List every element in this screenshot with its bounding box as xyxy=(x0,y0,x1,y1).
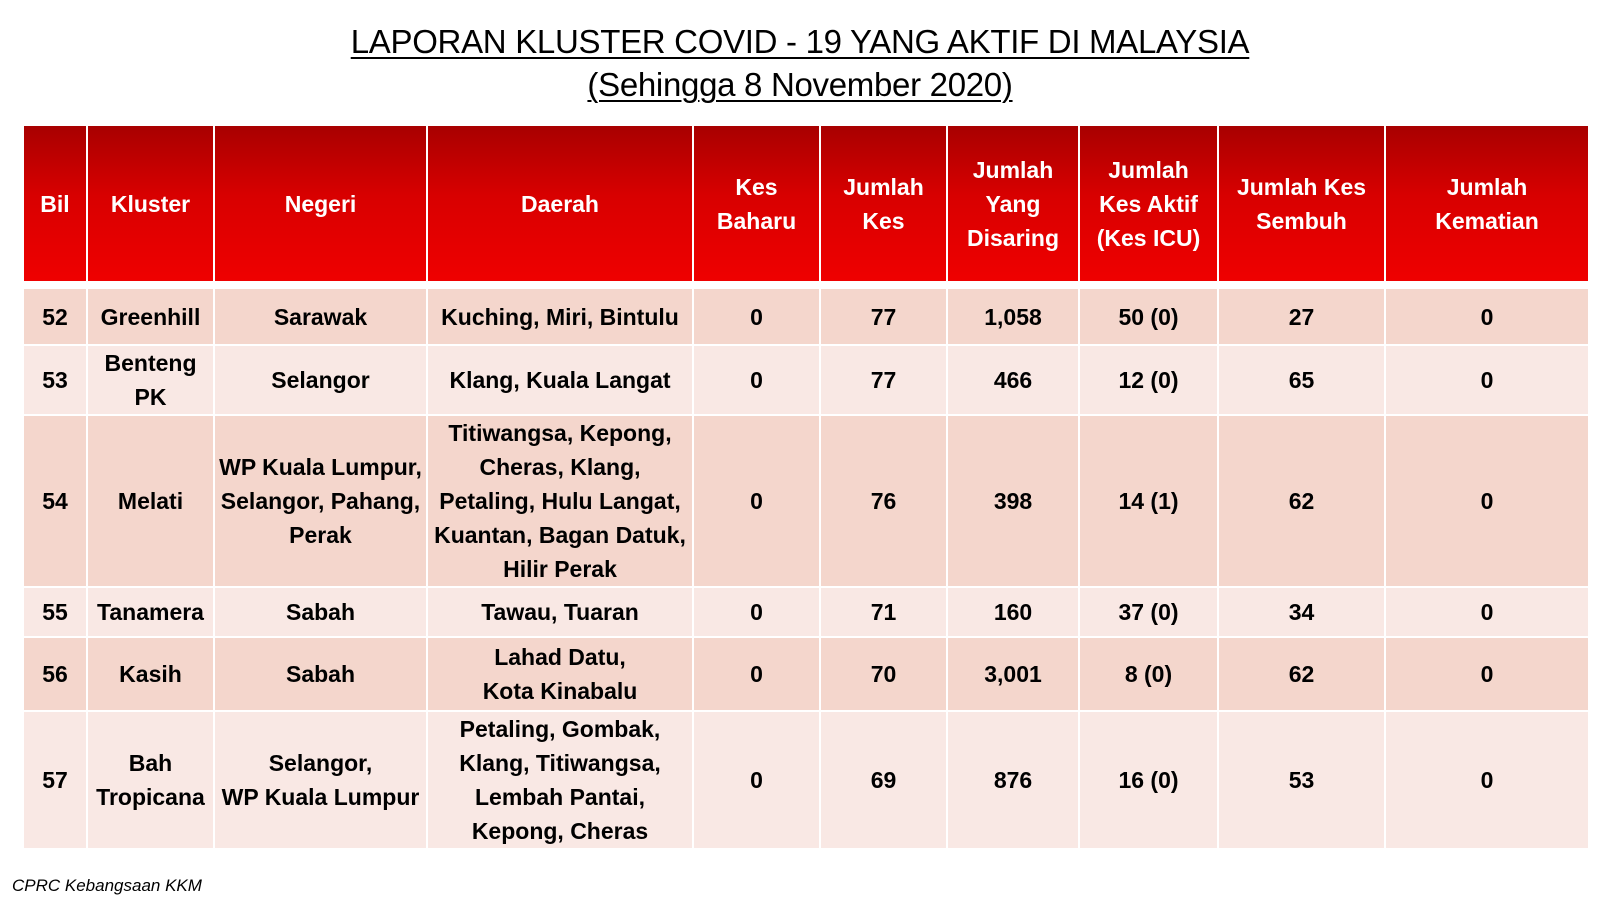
column-header-bil xyxy=(23,125,87,282)
cell-kes-sembuh: 65 xyxy=(1218,345,1385,415)
cell-line: Tropicana xyxy=(96,784,205,810)
column-header-label: Kes Aktif xyxy=(1099,190,1198,217)
title-main: LAPORAN KLUSTER COVID - 19 YANG AKTIF DI MALAYSIA xyxy=(350,23,1250,60)
cell-daerah xyxy=(427,637,693,711)
cell-line: Melati xyxy=(117,488,184,514)
table-row xyxy=(23,288,1589,345)
cell-kes-sembuh: 62 xyxy=(1218,415,1385,587)
cell-kluster xyxy=(87,711,214,849)
cell-line: Kuantan, Bagan Datuk, xyxy=(434,522,686,548)
cell-jumlah-disaring: 160 xyxy=(947,587,1079,637)
cell-daerah xyxy=(427,711,693,849)
cell-kes-baharu: 0 xyxy=(693,587,820,637)
cell-line: Hilir Perak xyxy=(503,556,617,582)
cell-line: Petaling, Gombak, xyxy=(459,716,661,742)
cell-line: Perak xyxy=(289,522,352,548)
column-header-label: Kes xyxy=(735,173,778,200)
column-header-kluster xyxy=(87,125,214,282)
cell-negeri xyxy=(214,587,427,637)
column-header-label: (Kes ICU) xyxy=(1096,224,1201,251)
cell-kematian: 0 xyxy=(1385,345,1589,415)
cell-jumlah-disaring: 876 xyxy=(947,711,1079,849)
column-header-kes-baharu xyxy=(693,125,820,282)
column-header-daerah xyxy=(427,125,693,282)
column-header-kematian xyxy=(1385,125,1589,282)
cell-line: Kasih xyxy=(119,661,182,687)
cell-bil: 55 xyxy=(23,587,87,637)
column-header-label: Kematian xyxy=(1435,207,1539,234)
cell-kluster xyxy=(87,345,214,415)
cell-line: Benteng xyxy=(104,350,197,376)
cell-line: Bah xyxy=(128,750,173,776)
cell-line: Sabah xyxy=(285,661,356,687)
column-header-label: Sembuh xyxy=(1256,207,1347,234)
cell-daerah xyxy=(427,345,693,415)
cell-line: Klang, Kuala Langat xyxy=(449,367,671,393)
cell-line: Sabah xyxy=(285,599,356,625)
table-row xyxy=(23,637,1589,711)
cell-line: Titiwangsa, Kepong, xyxy=(448,420,672,446)
column-header-kes-sembuh xyxy=(1218,125,1385,282)
cell-line: WP Kuala Lumpur xyxy=(221,784,420,810)
cell-kluster xyxy=(87,415,214,587)
table-row xyxy=(23,415,1589,587)
column-header-label: Negeri xyxy=(284,190,357,217)
cell-jumlah-disaring: 1,058 xyxy=(947,288,1079,345)
column-header-label: Yang xyxy=(985,190,1041,217)
column-header-label: Jumlah Kes xyxy=(1236,173,1367,200)
cell-negeri xyxy=(214,345,427,415)
table-row xyxy=(23,711,1589,849)
column-header-label: Jumlah xyxy=(1108,156,1189,183)
cell-kluster xyxy=(87,637,214,711)
cell-kes-baharu: 0 xyxy=(693,637,820,711)
cell-line: Lahad Datu, xyxy=(494,644,626,670)
cell-jumlah-kes: 76 xyxy=(820,415,947,587)
cell-jumlah-kes: 69 xyxy=(820,711,947,849)
column-header-label: Jumlah xyxy=(843,173,924,200)
cell-line: WP Kuala Lumpur, xyxy=(219,454,422,480)
cell-kes-sembuh: 62 xyxy=(1218,637,1385,711)
cell-kes-aktif: 50 (0) xyxy=(1079,288,1218,345)
cell-line: Greenhill xyxy=(100,303,201,330)
cell-kematian: 0 xyxy=(1385,587,1589,637)
cell-kes-sembuh: 53 xyxy=(1218,711,1385,849)
column-header-jumlah-disaring xyxy=(947,125,1079,282)
cell-line: Kepong, Cheras xyxy=(471,818,649,844)
cell-daerah xyxy=(427,587,693,637)
cell-kes-aktif: 12 (0) xyxy=(1079,345,1218,415)
cell-bil: 57 xyxy=(23,711,87,849)
cell-kes-aktif: 37 (0) xyxy=(1079,587,1218,637)
cell-negeri xyxy=(214,711,427,849)
cell-jumlah-kes: 77 xyxy=(820,288,947,345)
cluster-table xyxy=(22,124,1590,850)
table-header-row xyxy=(23,125,1589,282)
cell-line: Klang, Titiwangsa, xyxy=(459,750,661,776)
cell-line: Tanamera xyxy=(97,599,204,625)
cell-kluster xyxy=(87,288,214,345)
cell-bil: 56 xyxy=(23,637,87,711)
cell-line: Sarawak xyxy=(273,303,368,330)
cell-daerah xyxy=(427,415,693,587)
cell-jumlah-kes: 77 xyxy=(820,345,947,415)
cell-kes-baharu: 0 xyxy=(693,711,820,849)
cell-daerah xyxy=(427,288,693,345)
cell-kes-baharu: 0 xyxy=(693,288,820,345)
cell-kes-baharu: 0 xyxy=(693,345,820,415)
cell-negeri xyxy=(214,637,427,711)
table-body xyxy=(23,282,1589,849)
column-header-label: Daerah xyxy=(521,190,599,217)
cell-kes-aktif: 16 (0) xyxy=(1079,711,1218,849)
cell-line: Cheras, Klang, xyxy=(479,454,641,480)
cell-line: Selangor, Pahang, xyxy=(220,488,421,514)
cell-kes-sembuh: 27 xyxy=(1218,288,1385,345)
cell-line: Tawau, Tuaran xyxy=(481,599,639,625)
cell-kematian: 0 xyxy=(1385,711,1589,849)
column-header-label: Jumlah xyxy=(1446,173,1528,200)
cell-kes-aktif: 14 (1) xyxy=(1079,415,1218,587)
column-header-label: Disaring xyxy=(966,224,1060,251)
cell-kes-baharu: 0 xyxy=(693,415,820,587)
column-header-label: Baharu xyxy=(716,207,797,234)
cell-kes-aktif: 8 (0) xyxy=(1079,637,1218,711)
source-footer: CPRC Kebangsaan KKM xyxy=(12,876,202,895)
column-header-label: Kes xyxy=(862,207,905,234)
cell-line: Kuching, Miri, Bintulu xyxy=(441,303,679,330)
cell-line: Petaling, Hulu Langat, xyxy=(439,488,681,514)
cell-line: PK xyxy=(134,384,167,410)
cell-kluster xyxy=(87,587,214,637)
column-header-label: Bil xyxy=(40,190,70,217)
cell-jumlah-disaring: 466 xyxy=(947,345,1079,415)
cell-kematian: 0 xyxy=(1385,288,1589,345)
title-date: (Sehingga 8 November 2020) xyxy=(587,66,1013,103)
cell-line: Lembah Pantai, xyxy=(475,784,645,810)
cell-line: Selangor xyxy=(271,367,370,393)
column-header-negeri xyxy=(214,125,427,282)
column-header-kes-aktif xyxy=(1079,125,1218,282)
cell-bil: 52 xyxy=(23,288,87,345)
cell-bil: 54 xyxy=(23,415,87,587)
cell-kes-sembuh: 34 xyxy=(1218,587,1385,637)
cell-negeri xyxy=(214,415,427,587)
column-header-label: Jumlah xyxy=(972,156,1054,183)
column-header-label: Kluster xyxy=(110,190,191,217)
report-title xyxy=(0,20,1600,106)
cell-line: Kota Kinabalu xyxy=(482,678,638,704)
cell-line: Selangor, xyxy=(268,750,373,776)
column-header-jumlah-kes xyxy=(820,125,947,282)
table-row xyxy=(23,345,1589,415)
cell-jumlah-kes: 71 xyxy=(820,587,947,637)
cell-negeri xyxy=(214,288,427,345)
table-row xyxy=(23,587,1589,637)
cell-jumlah-disaring: 398 xyxy=(947,415,1079,587)
cell-kematian: 0 xyxy=(1385,415,1589,587)
cell-jumlah-kes: 70 xyxy=(820,637,947,711)
cell-kematian: 0 xyxy=(1385,637,1589,711)
cell-bil: 53 xyxy=(23,345,87,415)
cell-jumlah-disaring: 3,001 xyxy=(947,637,1079,711)
